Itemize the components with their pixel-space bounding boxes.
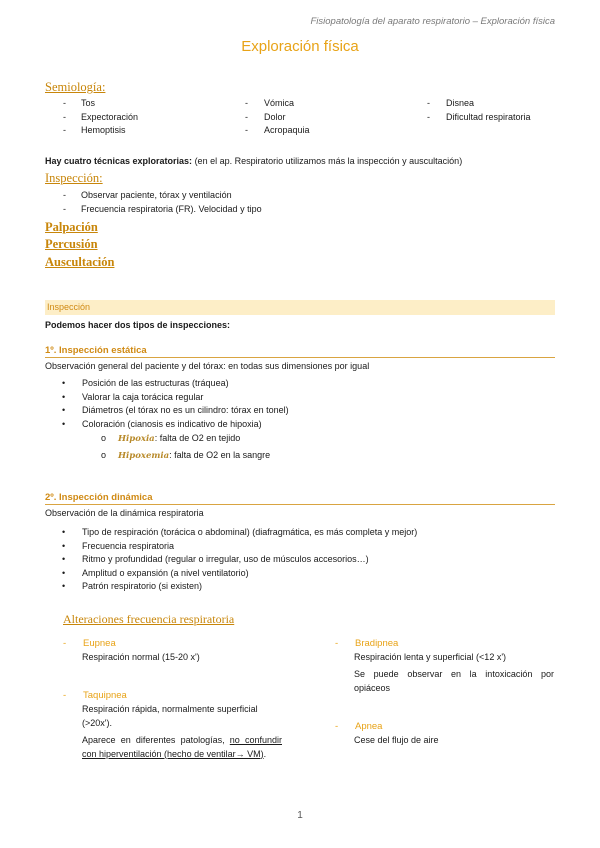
taquipnea-note-underlined: no confundir con hiperventilación (hecho de ventilar→ VM) (82, 735, 282, 759)
hipoxemia-term: Hipoxemia (118, 450, 170, 461)
list-item: Observar paciente, tórax y ventilación (81, 190, 232, 200)
percusion-heading: Percusión (45, 237, 98, 251)
list-item: Coloración (cianosis es indicativo de hipoxia) (82, 418, 262, 429)
apnea-label-row: - Apnea (335, 721, 383, 732)
list-item: Valorar la caja torácica regular (82, 391, 204, 402)
list-item: Tos (81, 98, 96, 108)
bradipnea-label: Bradipnea (355, 638, 399, 649)
list-item: Posición de las estructuras (tráquea) (82, 378, 229, 388)
list-item: Ritmo y profundidad (regular o irregular, uso de músculos accesorios…) (82, 554, 369, 564)
hipoxemia-def: : falta de O2 en la sangre (169, 449, 271, 460)
dinamica-intro: Observación de la dinámica respiratoria (45, 508, 204, 518)
running-header: Fisiopatología del aparato respiratorio – Exploración física (310, 16, 555, 27)
taquipnea-note-post: . (263, 748, 267, 759)
tecnicas-line (45, 155, 462, 169)
page-title: Exploración física (241, 38, 359, 55)
list-item: Amplitud o expansión (a nivel ventilatorio) (82, 567, 249, 578)
estatica-intro: Observación general del paciente y del tórax: en todas sus dimensiones por igual (45, 361, 370, 371)
semiologia-col1: - Tos - Expectoración - Hemoptisis (63, 98, 139, 135)
list-item: Tipo de respiración (torácica o abdominal) (diafragmática, es más completa y mejor) (82, 527, 418, 537)
list-item: Disnea (446, 98, 475, 108)
alteraciones-heading: Alteraciones frecuencia respiratoria (63, 612, 235, 626)
inspeccion-list: - Observar paciente, tórax y ventilación - Frecuencia respiratoria (FR). Velocidad y tipo (63, 190, 262, 214)
bradipnea-label-row: - Bradipnea (335, 638, 399, 649)
bradipnea-note: Se puede observar en la intoxicación por opiáceos (354, 669, 554, 693)
taquipnea-label: Taquipnea (83, 690, 127, 701)
list-item: Acropaquia (264, 125, 310, 135)
inspeccion-heading: Inspección: (45, 171, 103, 185)
page-number: 1 (297, 810, 303, 821)
list-item: Frecuencia respiratoria (82, 540, 175, 551)
tecnicas-rest: (en el ap. Respiratorio utilizamos más la inspección y auscultación) (192, 156, 463, 166)
hipoxia-term: Hipoxia (118, 434, 155, 444)
estatica-sub-list: o Hipoxia: falta de O2 en tejido o Hipoxemia: falta de O2 en la sangre (101, 433, 271, 461)
semiologia-col3: - Disnea - Dificultad respiratoria (427, 98, 531, 122)
auscultacion-heading: Auscultación (45, 255, 115, 269)
semiologia-col2: - Vómica - Dolor - Acropaquia (245, 98, 310, 135)
taquipnea-label-row: - Taquipnea (63, 690, 127, 701)
estatica-list: • Posición de las estructuras (tráquea) • Valorar la caja torácica regular • Diámetros (el tórax no es un cilindro: tórax en tonel) • Coloración (cianosis es indicativo de hipoxia) (62, 378, 289, 429)
list-item: Patrón respiratorio (si existen) (82, 581, 203, 591)
taquipnea-note-pre: Aparece en diferentes patologías, (82, 735, 230, 745)
list-item: Hemoptisis (81, 125, 126, 135)
list-item: Dolor (264, 111, 286, 122)
semiologia-heading: Semiología: (45, 80, 106, 94)
palpacion-heading: Palpación (45, 220, 98, 234)
taquipnea-note (82, 734, 282, 761)
list-item: Diámetros (el tórax no es un cilindro: tórax en tonel) (82, 405, 289, 415)
section-band-inspeccion: Inspección (45, 300, 555, 315)
eupnea-label-row: - Eupnea (63, 638, 116, 649)
estatica-heading: 1º. Inspección estática (45, 345, 555, 358)
eupnea-label: Eupnea (83, 638, 116, 649)
dinamica-list: • Tipo de respiración (torácica o abdominal) (diafragmática, es más completa y mejor) • Frecuencia respiratoria • Ritmo y profundidad (regular o irregular, uso de músculos accesorios…) • Amplitud o expansión (a nivel ventilatorio) • Patrón respiratorio (si existen) (62, 527, 418, 591)
dinamica-heading: 2º. Inspección dinámica (45, 492, 555, 505)
list-item: Dificultad respiratoria (446, 111, 531, 122)
hipoxia-def: : falta de O2 en tejido (154, 433, 241, 443)
apnea-desc: Cese del flujo de aire (354, 735, 439, 745)
tecnicas-bold: Hay cuatro técnicas exploratorias: (45, 156, 193, 166)
dos-tipos-text: Podemos hacer dos tipos de inspecciones: (45, 320, 231, 330)
eupnea-desc: Respiración normal (15-20 x') (82, 652, 200, 662)
list-item: Frecuencia respiratoria (FR). Velocidad y tipo (81, 203, 262, 214)
taquipnea-desc: Respiración rápida, normalmente superficial (>20x'). (82, 704, 258, 728)
list-item: Vómica (264, 98, 295, 108)
list-item: Expectoración (81, 111, 139, 122)
bradipnea-desc: Respiración lenta y superficial (<12 x') (354, 652, 507, 662)
apnea-label: Apnea (355, 721, 383, 732)
